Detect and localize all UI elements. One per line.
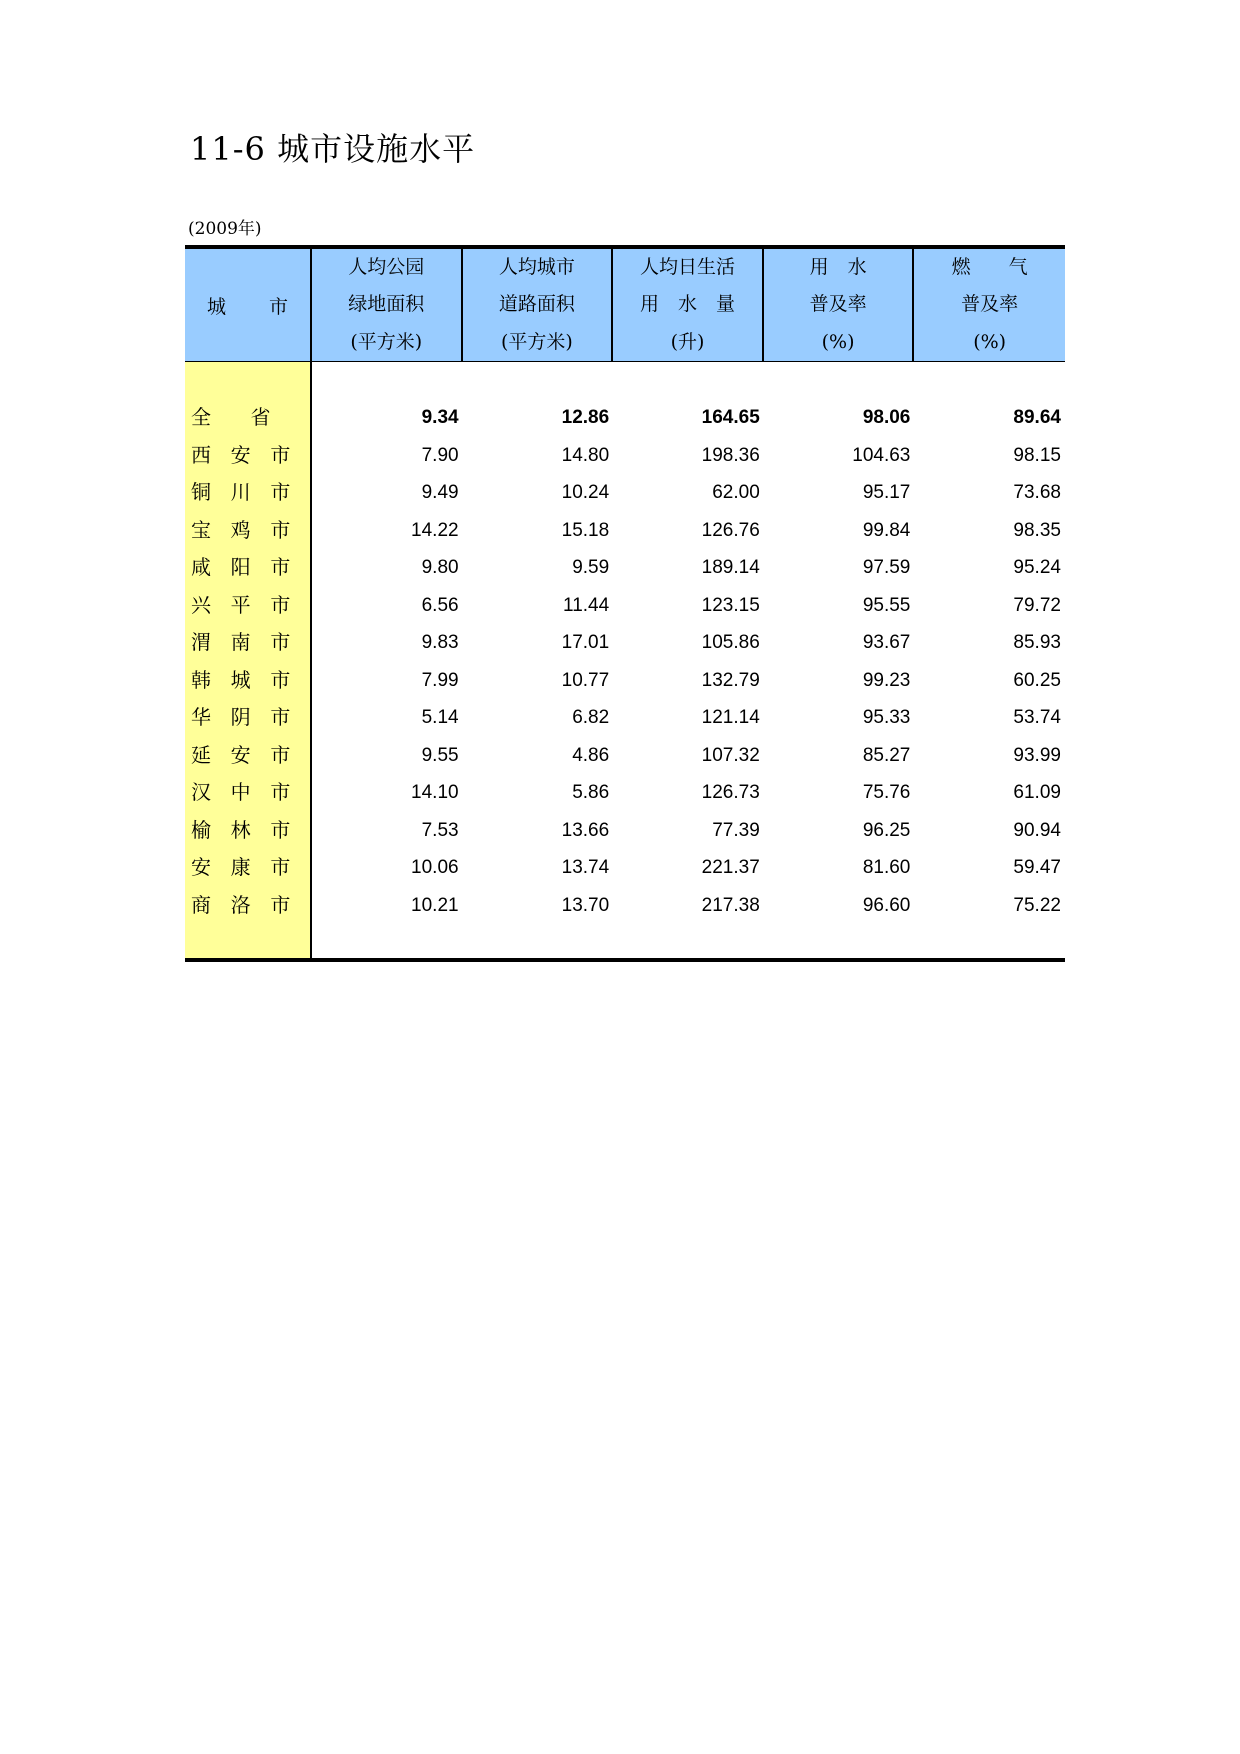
facilities-table (185, 245, 1065, 962)
cell-value: 81.60 (862, 857, 911, 878)
table-row (312, 624, 1065, 662)
cell-value: 10.77 (561, 669, 610, 691)
table-row-label (185, 624, 310, 662)
header-water-coverage (764, 249, 915, 361)
city-char: 市 (270, 480, 291, 504)
cell-value: 96.25 (862, 819, 911, 841)
table-row-label (185, 662, 310, 700)
city-char: 市 (270, 555, 291, 579)
table-row (312, 887, 1065, 925)
cell-value: 164.65 (701, 407, 760, 428)
table-row (312, 474, 1065, 512)
city-char: 宝 (191, 517, 211, 542)
table-row (312, 849, 1065, 887)
cell-value: 126.73 (701, 782, 760, 803)
header-unit: (平方米) (350, 330, 423, 353)
cell-value: 59.47 (1013, 857, 1061, 878)
cell-value: 10.24 (561, 482, 610, 503)
header-unit: (%) (821, 330, 855, 353)
header-unit: (%) (973, 330, 1007, 353)
table-row-label (185, 549, 310, 587)
cell-value: 6.82 (572, 707, 610, 728)
cell-value: 123.15 (701, 594, 760, 616)
table-row (312, 662, 1065, 700)
cell-value: 89.64 (1013, 407, 1061, 428)
cell-value: 9.34 (421, 407, 459, 428)
city-char: 中 (230, 780, 251, 804)
city-char: 咸 (191, 555, 211, 579)
table-row-label (185, 774, 310, 812)
cell-value: 107.32 (701, 744, 760, 766)
cell-value: 13.66 (561, 819, 610, 841)
city-char: 市 (270, 667, 291, 692)
city-char: 洛 (230, 892, 251, 917)
cell-value: 98.15 (1013, 444, 1061, 466)
header-line: 普及率 (809, 293, 867, 316)
cell-value: 77.39 (712, 819, 760, 841)
header-line: 绿地面积 (348, 293, 425, 316)
city-char: 市 (270, 517, 291, 542)
city-char: 平 (230, 592, 251, 617)
header-line: 燃 气 (951, 255, 1028, 278)
cell-value: 61.09 (1013, 782, 1061, 803)
cell-value: 7.53 (421, 819, 459, 841)
table-row-label (185, 812, 310, 850)
cell-value: 14.22 (411, 519, 459, 541)
cell-value: 121.14 (701, 707, 760, 728)
year-note: (2009年) (188, 219, 262, 239)
cell-value: 73.68 (1013, 482, 1061, 503)
table-row-label (185, 437, 310, 475)
cell-value: 93.67 (862, 632, 911, 653)
cell-value: 99.23 (862, 669, 911, 691)
header-line: 人均公园 (348, 255, 425, 278)
cell-value: 98.35 (1013, 519, 1061, 541)
cell-value: 90.94 (1013, 819, 1061, 841)
table-row-label (185, 737, 310, 775)
city-char: 市 (270, 742, 291, 767)
city-char: 阳 (230, 555, 251, 579)
cell-value: 15.18 (561, 519, 610, 541)
city-char: 市 (270, 817, 291, 842)
cell-value: 132.79 (701, 669, 760, 691)
city-char: 市 (270, 705, 291, 729)
table-row (312, 699, 1065, 737)
values-area (312, 362, 1065, 962)
header-park-green-area (312, 249, 463, 361)
city-column (185, 362, 312, 962)
total-row-label (185, 399, 310, 437)
cell-value: 99.84 (862, 519, 911, 541)
header-city (185, 249, 312, 361)
city-char: 西 (191, 442, 211, 467)
header-unit: (升) (670, 330, 705, 353)
header-line: 用 水 量 (639, 293, 735, 316)
table-row (312, 737, 1065, 775)
cell-value: 53.74 (1013, 707, 1061, 728)
city-char: 渭 (191, 630, 211, 654)
cell-value: 13.70 (561, 894, 610, 916)
header-daily-water-use (613, 249, 764, 361)
header-line: 普及率 (961, 293, 1019, 316)
cell-value: 75.22 (1013, 894, 1061, 916)
cell-value: 9.49 (421, 482, 459, 503)
table-row (312, 437, 1065, 475)
cell-value: 95.33 (862, 707, 911, 728)
cell-value: 5.14 (421, 707, 459, 728)
cell-value: 10.06 (411, 857, 459, 878)
cell-value: 13.74 (561, 857, 610, 878)
table-row-label (185, 699, 310, 737)
cell-value: 7.90 (421, 444, 459, 466)
table-row (312, 774, 1065, 812)
city-char: 市 (270, 780, 291, 804)
cell-value: 126.76 (701, 519, 760, 541)
cell-value: 14.10 (411, 782, 459, 803)
table-row (312, 587, 1065, 625)
table-row-label (185, 587, 310, 625)
city-char: 市 (270, 892, 291, 917)
city-char: 榆 (191, 817, 211, 842)
city-char: 市 (270, 630, 291, 654)
city-char: 阴 (230, 705, 251, 729)
city-char: 铜 (191, 480, 211, 504)
city-char: 市 (270, 855, 291, 879)
cell-value: 7.99 (421, 669, 459, 691)
cell-value: 85.27 (862, 744, 911, 766)
header-road-area (463, 249, 614, 361)
city-char: 韩 (191, 667, 211, 692)
cell-value: 62.00 (712, 482, 760, 503)
city-char: 市 (270, 592, 291, 617)
header-unit: (平方米) (500, 330, 573, 353)
city-char: 省 (250, 405, 271, 429)
city-char: 林 (230, 817, 251, 842)
cell-value: 9.55 (421, 744, 459, 766)
cell-value: 9.59 (572, 557, 610, 578)
city-char: 延 (191, 742, 211, 767)
total-row (312, 399, 1065, 437)
table-row (312, 512, 1065, 550)
cell-value: 105.86 (701, 632, 760, 653)
city-char: 城 (230, 667, 251, 692)
cell-value: 10.21 (411, 894, 459, 916)
table-header (185, 249, 1065, 361)
cell-value: 97.59 (862, 557, 911, 578)
city-char: 华 (191, 705, 211, 729)
table-row (312, 549, 1065, 587)
cell-value: 98.06 (862, 407, 911, 428)
cell-value: 93.99 (1013, 744, 1061, 766)
cell-value: 189.14 (701, 557, 760, 578)
cell-value: 95.17 (862, 482, 911, 503)
city-char: 商 (191, 892, 211, 917)
table-row-label (185, 512, 310, 550)
table-row-label (185, 849, 310, 887)
city-char: 川 (230, 480, 251, 504)
header-line: 人均日生活 (639, 255, 735, 278)
header-line: 人均城市 (498, 255, 575, 278)
header-gas-coverage (914, 249, 1065, 361)
city-char: 康 (230, 855, 251, 879)
table-body (185, 362, 1065, 962)
city-char: 全 (191, 405, 211, 429)
table-bottom-rule (185, 958, 1065, 962)
header-line: 道路面积 (498, 293, 575, 316)
cell-value: 198.36 (701, 444, 760, 466)
cell-value: 12.86 (561, 407, 610, 428)
cell-value: 217.38 (701, 894, 760, 916)
header-line: 用 水 (809, 255, 867, 278)
cell-value: 95.24 (1013, 557, 1061, 578)
cell-value: 14.80 (561, 444, 610, 466)
cell-value: 104.63 (852, 444, 911, 466)
cell-value: 9.83 (421, 632, 459, 653)
cell-value: 17.01 (561, 632, 610, 653)
cell-value: 5.86 (572, 782, 610, 803)
cell-value: 85.93 (1013, 632, 1061, 653)
cell-value: 79.72 (1013, 594, 1061, 616)
cell-value: 4.86 (572, 744, 610, 766)
cell-value: 11.44 (563, 594, 610, 616)
cell-value: 9.80 (421, 557, 459, 578)
city-char: 安 (191, 855, 211, 879)
city-char: 市 (270, 442, 291, 467)
page-title: 11-6 城市设施水平 (190, 130, 476, 168)
table-row-label (185, 474, 310, 512)
cell-value: 60.25 (1013, 669, 1061, 691)
city-char: 安 (230, 442, 251, 467)
city-char: 南 (230, 630, 251, 654)
cell-value: 6.56 (421, 594, 459, 616)
city-char: 兴 (191, 592, 211, 617)
cell-value: 221.37 (701, 857, 760, 878)
header-city-char: 市 (268, 295, 288, 318)
header-city-char: 城 (207, 295, 227, 318)
cell-value: 96.60 (862, 894, 911, 916)
city-char: 安 (230, 742, 251, 767)
table-row-label (185, 887, 310, 925)
cell-value: 75.76 (862, 782, 911, 803)
city-char: 汉 (191, 780, 211, 804)
table-row (312, 812, 1065, 850)
city-char: 鸡 (230, 517, 251, 542)
cell-value: 95.55 (862, 594, 911, 616)
